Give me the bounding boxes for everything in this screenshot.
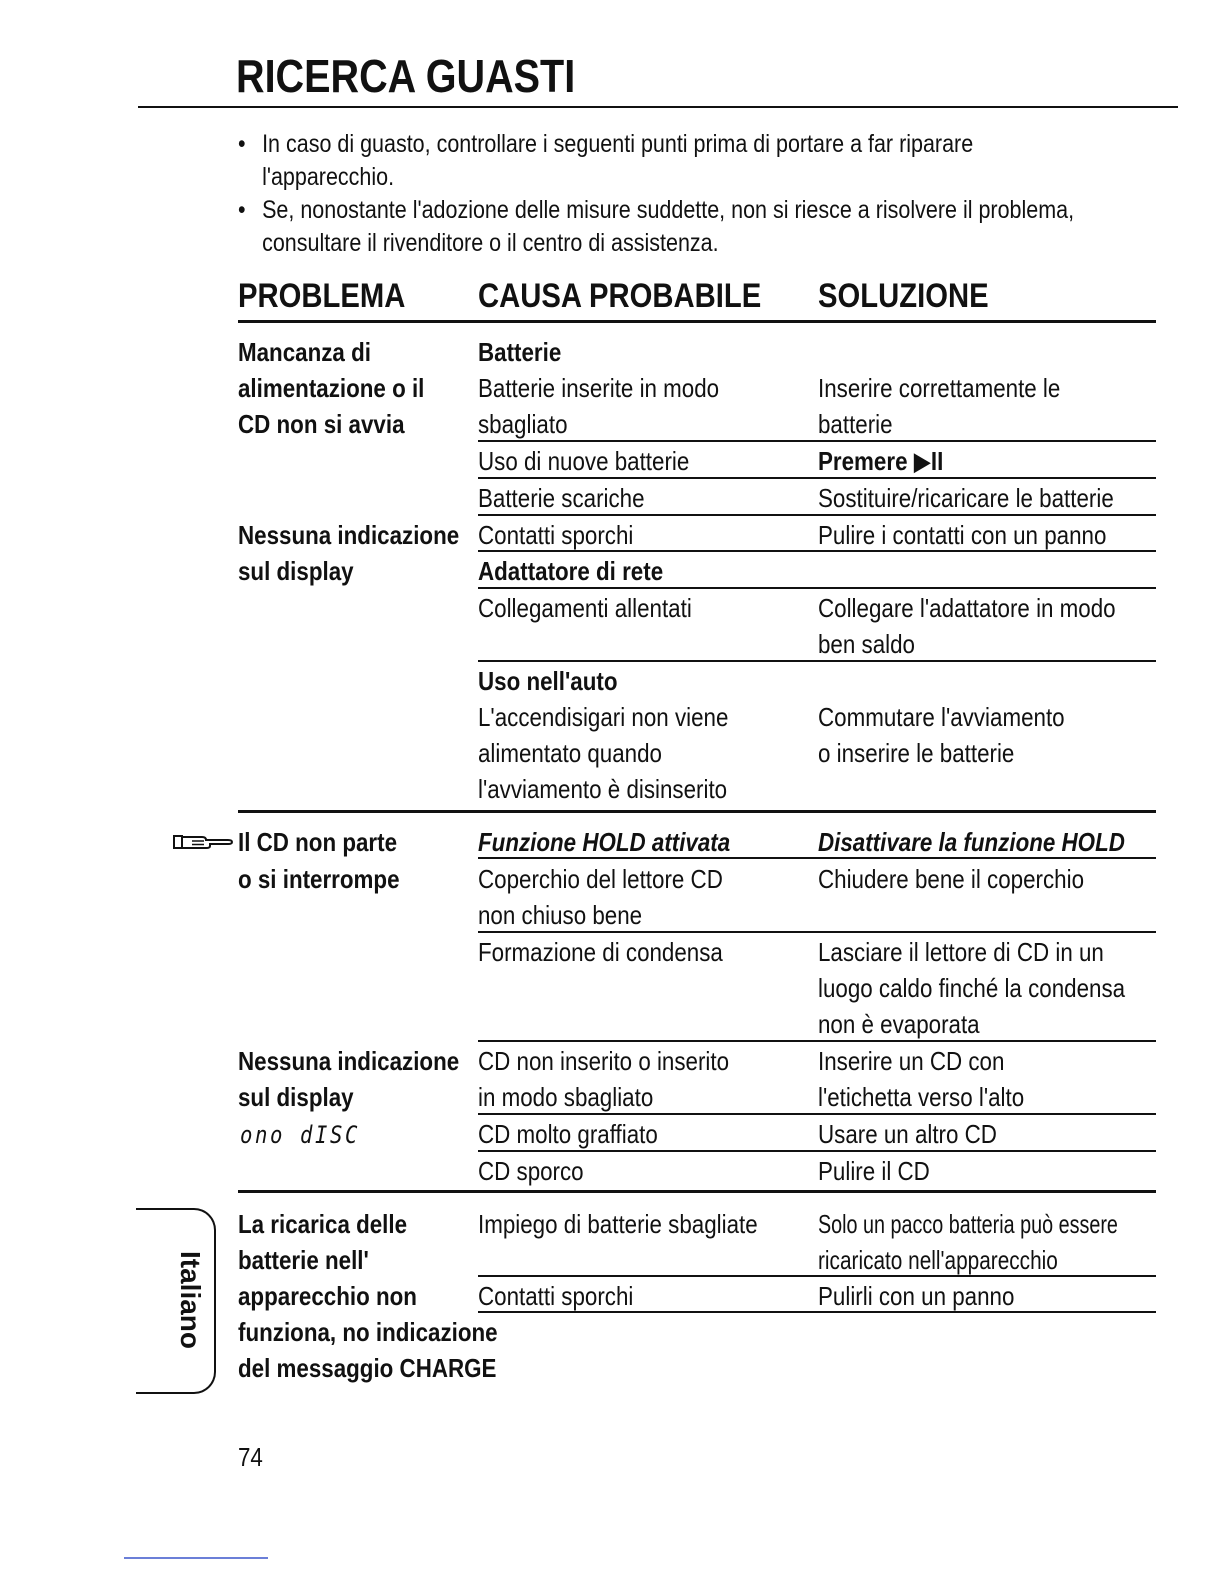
solution-text: Premere ▶II <box>818 446 944 476</box>
cause-text: CD molto graffiato <box>478 1119 658 1149</box>
cause-text: CD non inserito o inserito <box>478 1046 730 1076</box>
cause-heading: Adattatore di rete <box>478 556 664 586</box>
solution-text: Inserire correttamente le <box>818 373 1061 403</box>
cause-text: Impiego di batterie sbagliate <box>478 1209 758 1239</box>
intro-text: In caso di guasto, controllare i seguenti punti prima di portare a far riparare l'apparecchio. <box>262 130 974 191</box>
cause-text: in modo sbagliato <box>478 1082 654 1112</box>
bullet-icon: • <box>238 130 246 158</box>
row-divider <box>478 514 1156 516</box>
cause-text: Collegamenti allentati <box>478 593 692 623</box>
row-divider <box>478 931 1156 933</box>
problem-text: La ricarica delle <box>238 1209 408 1239</box>
intro-list <box>238 128 1168 260</box>
problem-text: apparecchio non <box>238 1281 417 1311</box>
section-divider <box>238 1190 1156 1193</box>
solution-text: Lasciare il lettore di CD in un <box>818 937 1104 967</box>
section-divider <box>238 810 1156 813</box>
column-header-solution: SOLUZIONE <box>818 277 989 315</box>
bullet-icon: • <box>238 196 246 224</box>
row-divider <box>478 660 1156 662</box>
cause-text: Batterie scariche <box>478 483 645 513</box>
cause-text: Uso di nuove batterie <box>478 446 690 476</box>
page-number: 74 <box>238 1442 263 1472</box>
problem-text: sul display <box>238 1082 354 1112</box>
language-tab-label: Italiano <box>175 1250 206 1349</box>
problem-text: sul display <box>238 556 354 586</box>
problem-text: alimentazione o il <box>238 373 425 403</box>
problem-text: Nessuna indicazione <box>238 520 460 550</box>
solution-text: Inserire un CD con <box>818 1046 1005 1076</box>
cause-text: Formazione di condensa <box>478 937 723 967</box>
solution-text: o inserire le batterie <box>818 738 1015 768</box>
solution-text: Pulire il CD <box>818 1156 930 1186</box>
cause-text: CD sporco <box>478 1156 584 1186</box>
cause-text: l'avviamento è disinserito <box>478 774 728 804</box>
cause-text: Contatti sporchi <box>478 1281 634 1311</box>
page-title: RICERCA GUASTI <box>236 50 576 102</box>
cause-heading: Batterie <box>478 337 562 367</box>
intro-item <box>238 128 1191 194</box>
problem-text: Il CD non parte <box>238 827 398 857</box>
cause-text: Coperchio del lettore CD <box>478 864 723 894</box>
row-divider <box>478 477 1156 479</box>
solution-text: Solo un pacco batteria può essere <box>818 1209 1118 1239</box>
solution-text: Chiudere bene il coperchio <box>818 864 1085 894</box>
solution-text: Pulirli con un panno <box>818 1281 1015 1311</box>
cause-text: Funzione HOLD attivata <box>478 827 731 857</box>
title-divider <box>138 106 1178 108</box>
intro-item <box>238 194 1191 260</box>
problem-text: funziona, no indicazione <box>238 1317 498 1347</box>
problem-text: CD non si avvia <box>238 409 405 439</box>
solution-text: Sostituire/ricaricare le batterie <box>818 483 1114 513</box>
solution-text: batterie <box>818 409 893 439</box>
solution-text: ricaricato nell'apparecchio <box>818 1245 1058 1275</box>
row-divider <box>478 550 1156 552</box>
cause-text: Contatti sporchi <box>478 520 634 550</box>
row-divider <box>478 857 1156 859</box>
row-divider <box>478 1113 1156 1115</box>
solution-text: Commutare l'avviamento <box>818 702 1065 732</box>
row-divider <box>478 440 1156 442</box>
cause-text: alimentato quando <box>478 738 662 768</box>
cause-heading: Uso nell'auto <box>478 666 618 696</box>
row-divider <box>478 1040 1156 1042</box>
cause-text: non chiuso bene <box>478 900 643 930</box>
bottom-rule <box>124 1557 268 1559</box>
solution-text: Collegare l'adattatore in modo <box>818 593 1116 623</box>
intro-text: Se, nonostante l'adozione delle misure suddette, non si riesce a risolvere il problema, consultare il rivenditore o il centro di assistenza. <box>262 196 1075 257</box>
solution-text: Usare un altro CD <box>818 1119 997 1149</box>
row-divider <box>478 1311 1156 1313</box>
row-divider <box>478 1150 1156 1152</box>
solution-text: ben saldo <box>818 629 915 659</box>
solution-text: l'etichetta verso l'alto <box>818 1082 1025 1112</box>
header-divider <box>238 320 1156 323</box>
problem-text: del messaggio CHARGE <box>238 1353 497 1383</box>
problem-text: Mancanza di <box>238 337 371 367</box>
problem-text: o si interrompe <box>238 864 400 894</box>
row-divider <box>478 1275 1156 1277</box>
solution-text: luogo caldo finché la condensa <box>818 973 1126 1003</box>
cause-text: Batterie inserite in modo <box>478 373 720 403</box>
lcd-display-message: ono dISC <box>240 1121 361 1149</box>
column-header-problem: PROBLEMA <box>238 277 406 315</box>
cause-text: sbagliato <box>478 409 568 439</box>
solution-text: non è evaporata <box>818 1009 980 1039</box>
problem-text: Nessuna indicazione <box>238 1046 460 1076</box>
row-divider <box>478 587 1156 589</box>
problem-text: batterie nell' <box>238 1245 369 1275</box>
pointing-hand-icon <box>172 832 236 852</box>
cause-text: L'accendisigari non viene <box>478 702 729 732</box>
solution-text: Disattivare la funzione HOLD <box>818 827 1125 857</box>
solution-text: Pulire i contatti con un panno <box>818 520 1107 550</box>
column-header-cause: CAUSA PROBABILE <box>478 277 762 315</box>
